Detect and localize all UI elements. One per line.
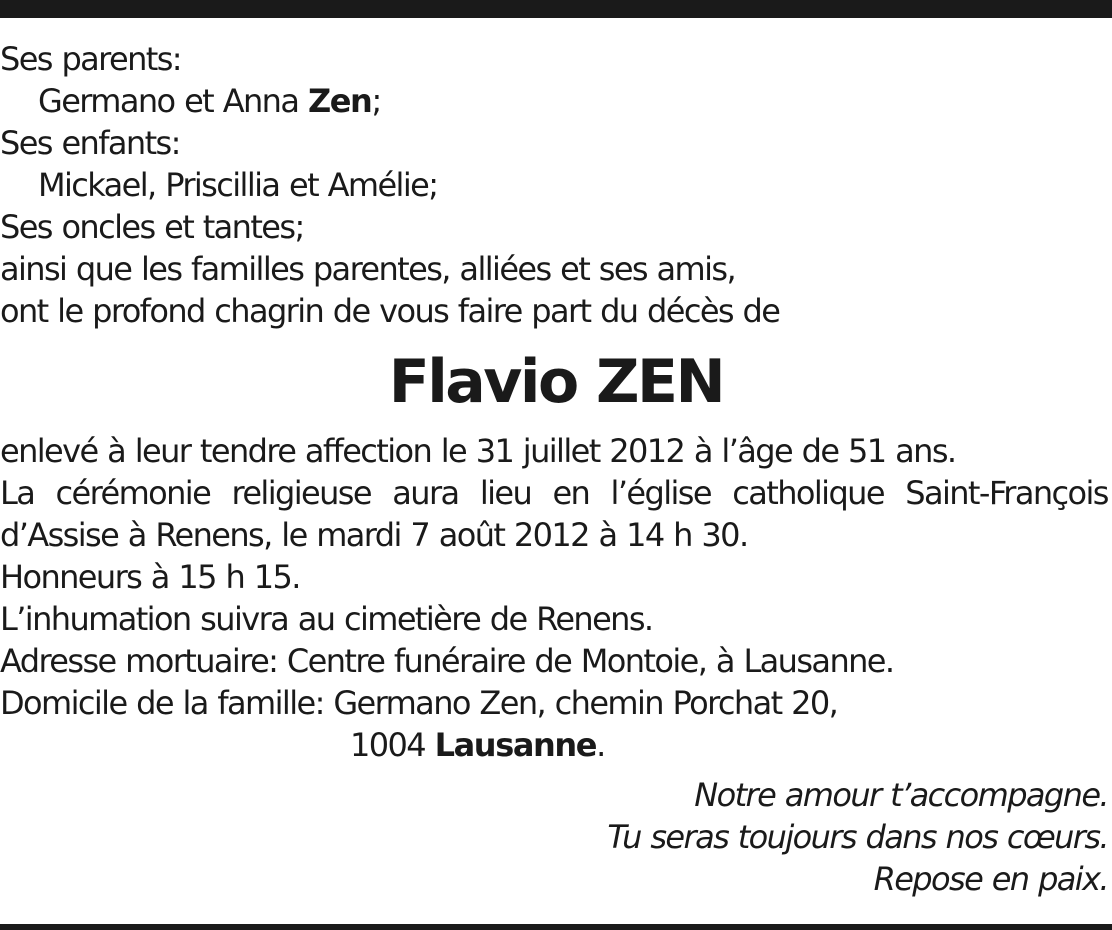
ceremony-line — [0, 472, 1108, 514]
ceremony-word: lieu — [479, 474, 532, 512]
obituary-notice — [0, 38, 1112, 900]
announce-line: ont le profond chagrin de vous faire part du décès de — [0, 292, 780, 330]
ceremony-line-2: d’Assise à Renens, le mardi 7 août 2012 à 14 h 30. — [0, 516, 748, 554]
domicile-address: Germano Zen, chemin Porchat 20, — [333, 684, 838, 722]
families-line: ainsi que les familles parentes, alliées et ses amis, — [0, 250, 736, 288]
ceremony-word: cérémonie — [55, 474, 211, 512]
uncles-aunts-line: Ses oncles et tantes; — [0, 208, 304, 246]
top-border-rule — [0, 0, 1112, 18]
ceremony-word: en — [552, 474, 590, 512]
ceremony-word: religieuse — [231, 474, 371, 512]
domicile-label: Domicile de la famille: — [0, 684, 324, 722]
parents-end: ; — [371, 82, 381, 120]
domicile-line — [0, 682, 1112, 724]
domicile-end: . — [596, 726, 605, 764]
mortuary-line: Adresse mortuaire: Centre funéraire de Montoie, à Lausanne. — [0, 642, 894, 680]
deceased-name: Flavio ZEN — [388, 347, 724, 417]
ceremony-word: La — [0, 474, 35, 512]
ceremony-word: l’église — [610, 474, 711, 512]
children-heading: Ses enfants: — [0, 124, 180, 162]
quote-line-3: Repose en paix. — [873, 860, 1108, 898]
ceremony-word: Saint-François — [905, 474, 1108, 512]
death-line: enlevé à leur tendre affection le 31 juillet 2012 à l’âge de 51 ans. — [0, 432, 956, 470]
parents-surname: Zen — [307, 82, 372, 120]
closing-quote — [0, 774, 1112, 900]
parents-names: Germano et Anna — [38, 82, 299, 120]
bottom-border-rule — [0, 924, 1112, 930]
parents-heading: Ses parents: — [0, 40, 181, 78]
domicile-postcode: 1004 — [350, 726, 426, 764]
children-names: Mickael, Priscillia et Amélie; — [38, 166, 438, 204]
parents-line — [0, 80, 1112, 122]
ceremony-word: aura — [392, 474, 459, 512]
domicile-city-line — [0, 724, 1112, 766]
quote-line-2: Tu seras toujours dans nos cœurs. — [607, 818, 1108, 856]
quote-line-1: Notre amour t’accompagne. — [694, 776, 1108, 814]
honors-line: Honneurs à 15 h 15. — [0, 558, 300, 596]
domicile-city: Lausanne — [434, 726, 597, 764]
burial-line: L’inhumation suivra au cimetière de Renens. — [0, 600, 653, 638]
ceremony-word: catholique — [732, 474, 884, 512]
